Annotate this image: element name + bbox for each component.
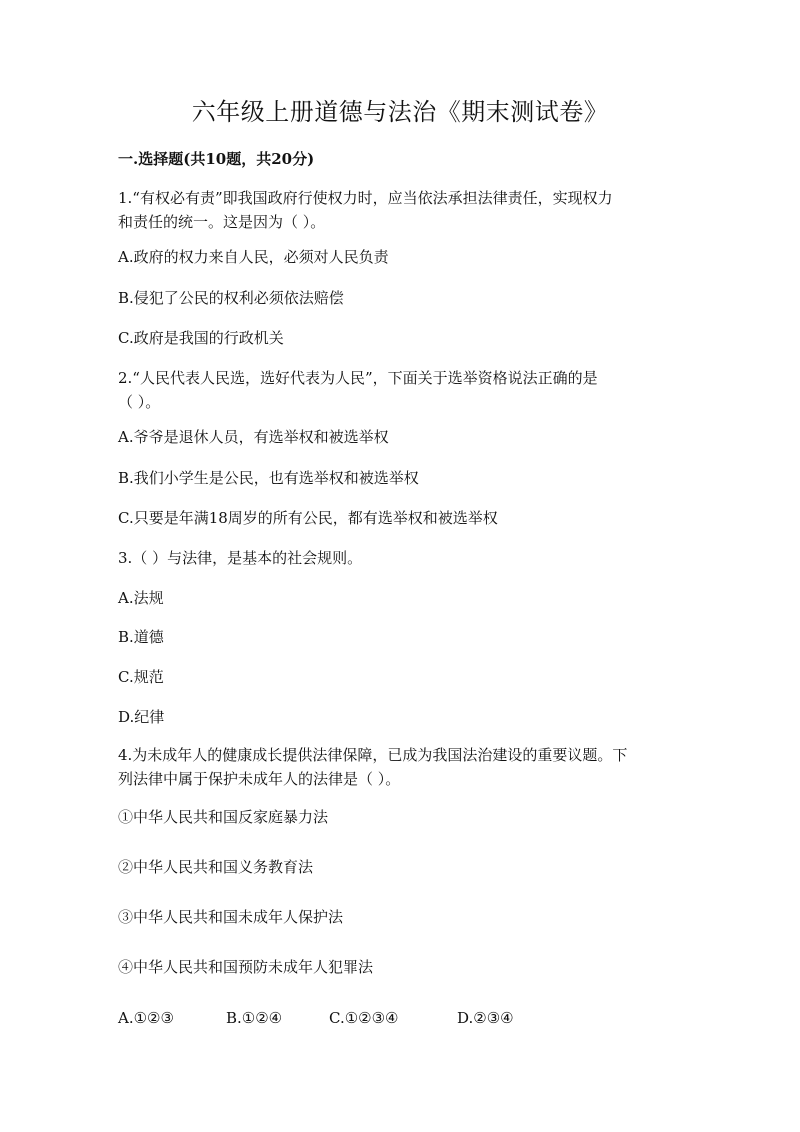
question-4-statement-2: ②中华人民共和国义务教育法 <box>118 858 314 876</box>
question-3-option-d: D.纪律 <box>118 708 165 726</box>
question-4-option-c: C.①②③④ <box>329 1009 399 1027</box>
question-1-option-c: C.政府是我国的行政机关 <box>118 329 284 347</box>
question-1-stem-line-2: 和责任的统一。这是因为（ ）。 <box>118 213 326 231</box>
document-title: 六年级上册道德与法治《期末测试卷》 <box>191 98 609 126</box>
question-4-options-row <box>118 1006 718 1030</box>
question-4-stem-line-1: 4.为未成年人的健康成长提供法律保障，已成为我国法治建设的重要议题。下 <box>118 746 628 764</box>
question-4-option-a: A.①②③ <box>118 1009 174 1027</box>
question-2-stem-line-2: （ ）。 <box>118 393 161 411</box>
question-3-option-c: C.规范 <box>118 668 164 686</box>
question-4-statement-3: ③中华人民共和国未成年人保护法 <box>118 908 344 926</box>
question-3-option-b: B.道德 <box>118 628 164 646</box>
section-heading: 一.选择题(共10题，共20分) <box>118 150 315 168</box>
question-1-option-a: A.政府的权力来自人民，必须对人民负责 <box>118 248 389 266</box>
question-2-stem-line-1: 2.“人民代表人民选，选好代表为人民”，下面关于选举资格说法正确的是 <box>118 369 598 387</box>
question-1-stem-line-1: 1.“有权必有责”即我国政府行使权力时，应当依法承担法律责任，实现权力 <box>118 189 613 207</box>
question-3-stem-line-1: 3.（ ）与法律，是基本的社会规则。 <box>118 549 363 567</box>
question-4-stem-line-2: 列法律中属于保护未成年人的法律是（ ）。 <box>118 770 401 788</box>
question-2-option-c: C.只要是年满18周岁的所有公民，都有选举权和被选举权 <box>118 509 498 527</box>
question-2-option-a: A.爷爷是退休人员，有选举权和被选举权 <box>118 428 389 446</box>
question-4-option-b: B.①②④ <box>226 1009 283 1027</box>
question-1-option-b: B.侵犯了公民的权利必须依法赔偿 <box>118 289 344 307</box>
question-4-statement-4: ④中华人民共和国预防未成年人犯罪法 <box>118 958 374 976</box>
question-2-option-b: B.我们小学生是公民，也有选举权和被选举权 <box>118 469 419 487</box>
question-4-option-d: D.②③④ <box>457 1009 514 1027</box>
question-4-statement-1: ①中华人民共和国反家庭暴力法 <box>118 808 329 826</box>
question-3-option-a: A.法规 <box>118 589 164 607</box>
